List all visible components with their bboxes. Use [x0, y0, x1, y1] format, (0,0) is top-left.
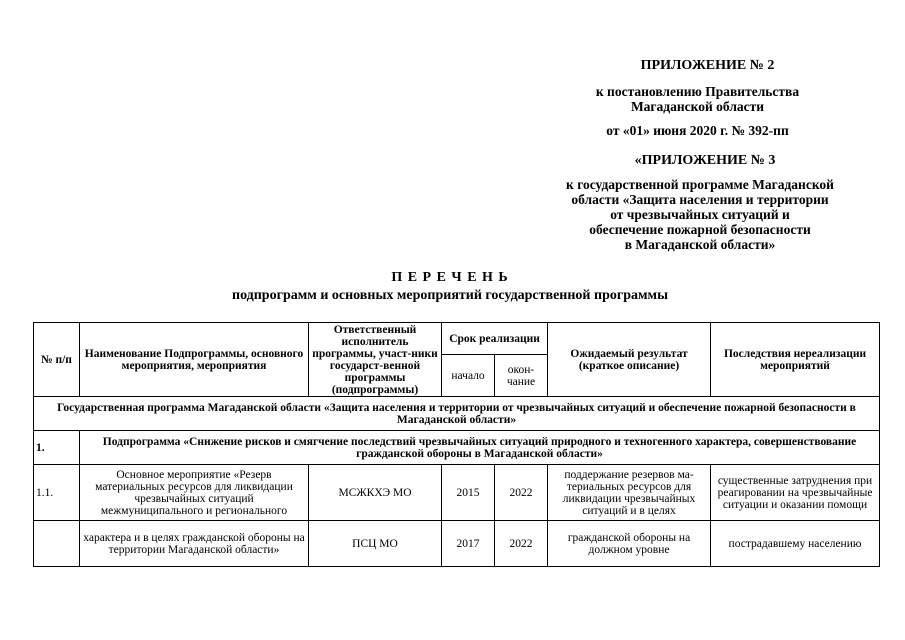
- col-header-num: № п/п: [34, 323, 80, 397]
- document-title: П Е Р Е Ч Е Н Ь: [391, 270, 509, 285]
- subprogram-cell: Подпрограмма «Снижение рисков и смягчение последствий чрезвычайных ситуаций природного и техногенного характера, совершенствование гражданской обороны в Магаданской области»: [80, 431, 880, 465]
- row-consequence: пострадавшему населению: [711, 521, 880, 567]
- row-num: 1.1.: [34, 465, 80, 521]
- col-header-start: начало: [442, 355, 495, 397]
- decree-reference: от «01» июня 2020 г. № 392-пп: [606, 123, 789, 138]
- row-num: [34, 521, 80, 567]
- program-cell: Государственная программа Магаданской области «Защита населения и территории от чрезвычайных ситуаций и обеспечение пожарной безопасности в Магаданской области»: [34, 397, 880, 431]
- col-header-executor: Ответственный исполнитель программы, участ-ники государст-венной программы (подпрограммы): [309, 323, 442, 397]
- annex3-line-2: области «Защита населения и территории: [571, 192, 829, 207]
- annex3-title: «ПРИЛОЖЕНИЕ № 3: [634, 153, 776, 168]
- table-row: [34, 521, 880, 567]
- row-result: поддержание резервов ма-териальных ресурсов для ликвидации чрезвычайных ситуаций и в целях: [548, 465, 711, 521]
- document-subtitle: подпрограмм и основных мероприятий государственной программы: [232, 288, 668, 303]
- table-row: [34, 465, 880, 521]
- col-header-name: Наименование Подпрограммы, основного мероприятия, мероприятия: [80, 323, 309, 397]
- col-header-term: Срок реализации: [442, 323, 548, 355]
- row-executor: ПСЦ МО: [309, 521, 442, 567]
- col-header-consequence: Последствия нереализации мероприятий: [711, 323, 880, 397]
- annex-title: ПРИЛОЖЕНИЕ № 2: [640, 58, 775, 73]
- measures-table: [33, 322, 880, 567]
- row-consequence: существенные затруднения при реагировании на чрезвычайные ситуации и оказании помощи: [711, 465, 880, 521]
- row-name: характера и в целях гражданской обороны на территории Магаданской области»: [80, 521, 309, 567]
- annex-reference: [570, 84, 825, 114]
- col-header-result: Ожидаемый результат (краткое описание): [548, 323, 711, 397]
- annex3-line-3: от чрезвычайных ситуаций и: [610, 207, 790, 222]
- subprogram-row: [34, 431, 880, 465]
- row-executor: МСЖКХЭ МО: [309, 465, 442, 521]
- annex-to-line-1: к постановлению Правительства: [595, 84, 800, 99]
- program-row: [34, 397, 880, 431]
- row-end: 2022: [495, 465, 548, 521]
- table-header-row: [34, 323, 880, 355]
- row-start: 2017: [442, 521, 495, 567]
- row-result: гражданской обороны на должном уровне: [548, 521, 711, 567]
- col-header-end: окон-чание: [495, 355, 548, 397]
- annex3-reference: [540, 177, 860, 252]
- annex3-line-4: обеспечение пожарной безопасности: [589, 222, 811, 237]
- annex-to-line-2: Магаданской области: [630, 99, 765, 114]
- annex3-line-1: к государственной программе Магаданской: [566, 177, 834, 192]
- subprogram-num: 1.: [34, 431, 80, 465]
- row-start: 2015: [442, 465, 495, 521]
- row-name: Основное мероприятие «Резерв материальных ресурсов для ликвидации чрезвычайных ситуаций межмуниципального и регионального: [80, 465, 309, 521]
- row-end: 2022: [495, 521, 548, 567]
- annex3-line-5: в Магаданской области»: [624, 237, 776, 252]
